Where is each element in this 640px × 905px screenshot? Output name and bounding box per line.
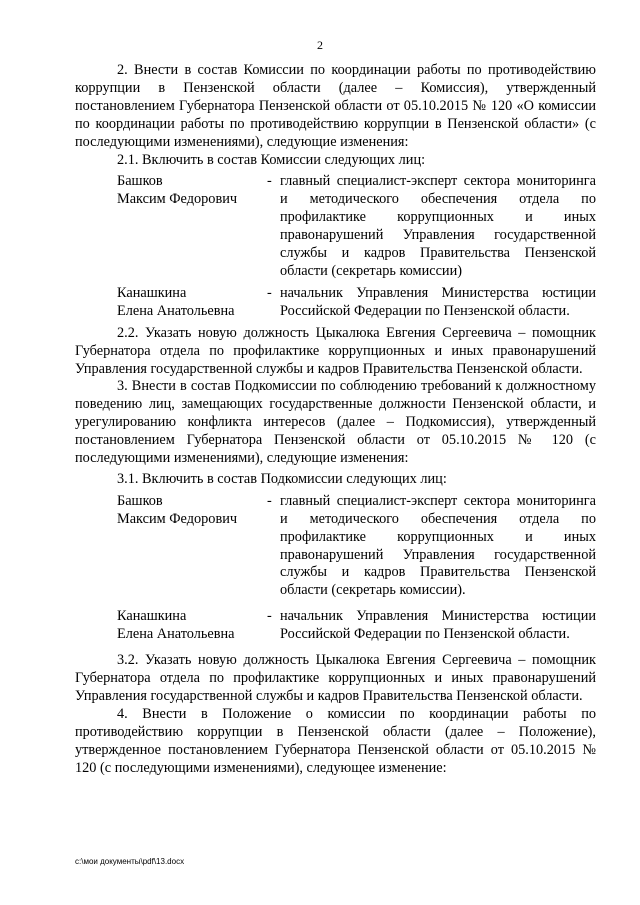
subcommission-members-list bbox=[75, 493, 596, 644]
paragraph-3: 3. Внести в состав Подкомиссии по соблюдению требований к должностному поведению лиц, замещающих государственные должности Пензенской области, и урегулированию конфликта интересов (далее – Подкомиссия), утвержденный постановлением Губернатора Пензенской области от 05.10.2015 № 120 (с последующими изменениями), следующие изменения: bbox=[75, 378, 596, 467]
member-row bbox=[75, 285, 596, 321]
paragraph-2-1: 2.1. Включить в состав Комиссии следующих лиц: bbox=[117, 151, 426, 168]
member-row bbox=[75, 173, 596, 280]
footer-file-path: c:\мои документы\pdf\13.docx bbox=[75, 857, 185, 866]
member-dash: - bbox=[267, 492, 272, 509]
member-surname: Канашкина bbox=[117, 608, 187, 625]
member-role: начальник Управления Министерства юстиции Российской Федерации по Пензенской области. bbox=[280, 284, 596, 319]
member-name bbox=[75, 493, 267, 600]
member-dash: - bbox=[267, 284, 272, 301]
member-given-name: Максим Федорович bbox=[117, 510, 238, 527]
paragraph-3-1: 3.1. Включить в состав Подкомиссии следующих лиц: bbox=[117, 470, 447, 487]
member-name bbox=[75, 608, 267, 644]
member-dash: - bbox=[267, 173, 272, 190]
member-surname: Башков bbox=[117, 492, 163, 509]
page-number: 2 bbox=[317, 38, 323, 52]
member-surname: Башков bbox=[117, 173, 163, 190]
member-surname: Канашкина bbox=[117, 284, 187, 301]
member-role: главный специалист-эксперт сектора мониторинга и методического обеспечения отдела по профилактике коррупционных и иных правонарушений Управления государственной службы и кадров Правительства Пензенской области (секретарь комиссии) bbox=[280, 173, 596, 279]
paragraph-3-2: 3.2. Указать новую должность Цыкалюка Евгения Сергеевича – помощник Губернатора отдела по профилактике коррупционных и иных правонарушений Управления государственной службы и кадров Правительства Пензенской области. bbox=[75, 652, 596, 704]
member-given-name: Елена Анатольевна bbox=[117, 626, 235, 643]
member-row bbox=[75, 493, 596, 600]
paragraph-4: 4. Внести в Положение о комиссии по координации работы по противодействию коррупции в Пензенской области (далее – Положение), утвержденное постановлением Губернатора Пензенской области от 05.10.2015 № 120 (с последующими изменениями), следующее изменение: bbox=[75, 705, 596, 776]
member-given-name: Максим Федорович bbox=[117, 191, 238, 208]
member-role: начальник Управления Министерства юстиции Российской Федерации по Пензенской области. bbox=[280, 608, 596, 643]
member-row bbox=[75, 608, 596, 644]
member-name bbox=[75, 173, 267, 280]
member-name bbox=[75, 285, 267, 321]
paragraph-2-2: 2.2. Указать новую должность Цыкалюка Евгения Сергеевича – помощник Губернатора отдела по профилактике коррупционных и иных правонарушений Управления государственной службы и кадров Правительства Пензенской области. bbox=[75, 324, 596, 377]
member-role: главный специалист-эксперт сектора мониторинга и методического обеспечения отдела по профилактике коррупционных и иных правонарушений Управления государственной службы и кадров Правительства Пензенской области (секретарь комиссии). bbox=[280, 492, 596, 599]
member-dash: - bbox=[267, 608, 272, 625]
document-body bbox=[75, 62, 596, 777]
member-given-name: Елена Анатольевна bbox=[117, 302, 235, 319]
paragraph-2: 2. Внести в состав Комиссии по координации работы по противодействию коррупции в Пензенской области (далее – Комиссия), утвержденный постановлением Губернатора Пензенской области от 05.10.2015 № 120 «О комиссии по координации работы по противодействию коррупции в Пензенской области» (с последующими изменениями), следующие изменения: bbox=[75, 62, 596, 150]
commission-members-list bbox=[75, 173, 596, 320]
